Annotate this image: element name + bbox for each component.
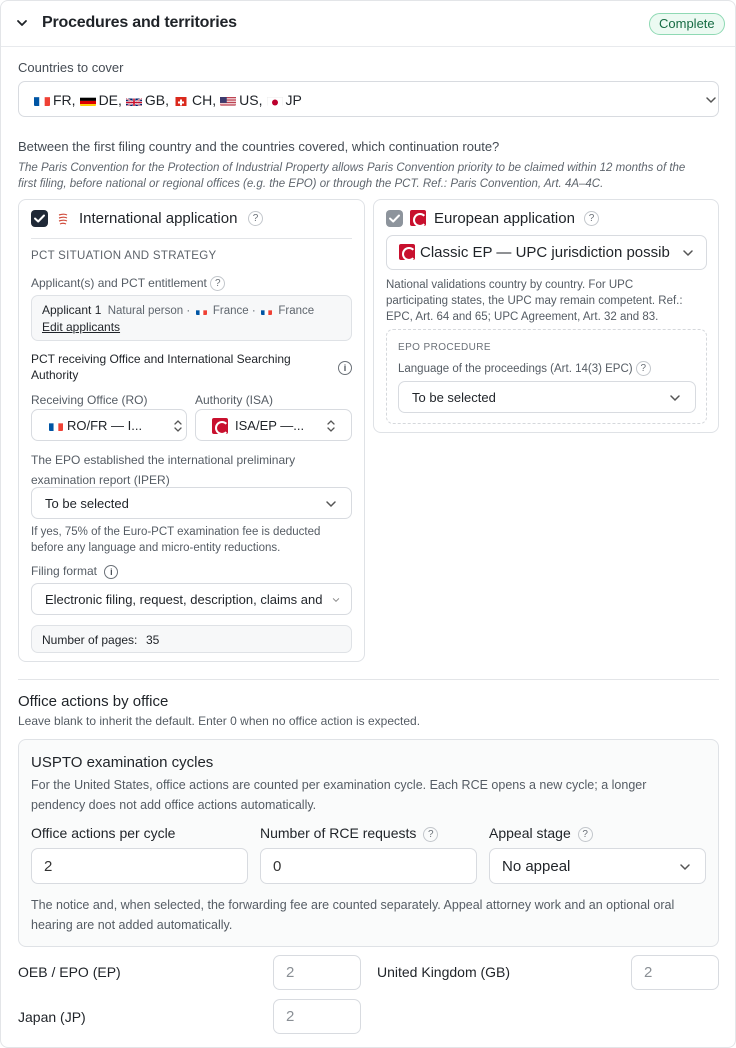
uspto-description [31,775,646,815]
pages-value: 35 [146,633,160,647]
countries-label: Countries to cover [18,60,124,75]
sort-arrows-icon [326,419,336,433]
appeal-label-text: Appeal stage [489,825,571,841]
chevron-down-icon [669,394,681,402]
receiving-office-value: RO/FR — I... [67,418,143,433]
route-note-line: The Paris Convention for the Protection of Industrial Property allows Paris Convention priority to be claimed within 12 months of the [18,162,686,174]
iper-label-line: The EPO established the international preliminary [31,453,296,467]
uspto-description-line: For the United States, office actions are counted per examination cycle. Each RCE opens a new cycle; a longer [31,778,647,792]
applicant-name: Applicant 1 [42,303,102,317]
european-route-note-line: EPC, Art. 64 and 65; UPC Agreement, Art. 32 and 83. [386,311,659,323]
flag-fr-icon [34,95,50,106]
help-icon[interactable]: ? [423,827,438,842]
flag-de-icon [80,95,96,106]
route-question: Between the first filing country and the countries covered, which continuation route? [18,139,500,154]
european-application-panel [373,199,719,433]
iper-note-line: before any language and micro-entity reductions. [31,542,281,554]
country-code: CH, [192,92,217,108]
help-icon[interactable]: ? [210,276,225,291]
isa-label: Authority (ISA) [195,393,274,407]
ep-office-actions-placeholder: 2 [286,964,295,981]
chevron-down-icon [332,597,340,603]
uspto-panel [18,739,719,947]
jp-office-actions-input[interactable] [273,999,361,1034]
epo-logo-icon [410,210,426,226]
ro-isa-heading-line: Authority [31,368,79,382]
oa-per-cycle-value: 2 [44,857,53,875]
epo-procedure-box [386,329,707,424]
receiving-office-select[interactable] [31,409,187,441]
ro-isa-heading-line: PCT receiving Office and International Searching [31,352,291,366]
gb-office-label: United Kingdom (GB) [377,964,511,980]
epo-procedure-heading: EPO PROCEDURE [398,342,491,353]
country-code: JP [285,92,302,108]
iper-label [31,450,295,490]
international-application-panel [18,199,365,662]
european-route-note-line: National validations country by country. For UPC [386,279,634,291]
international-application-checkbox[interactable] [31,210,48,227]
ep-office-label: OEB / EPO (EP) [18,964,121,980]
applicants-label [31,276,225,291]
jp-office-label: Japan (JP) [18,1009,86,1025]
international-application-title: International application [79,210,238,227]
jp-office-actions-placeholder: 2 [286,1008,295,1025]
iper-value: To be selected [45,496,129,511]
european-route-select[interactable] [386,235,707,270]
office-actions-subtitle: Leave blank to inherit the default. Enter 0 when no office action is expected. [18,714,421,728]
section-header[interactable] [1,1,735,47]
chevron-down-icon [325,500,337,508]
status-badge: Complete [649,13,725,35]
filing-format-value: Electronic filing, request, description, claims and [45,592,323,607]
european-application-title: European application [434,210,575,227]
help-icon[interactable]: ? [248,211,263,226]
pages-field[interactable] [31,625,352,653]
ep-office-actions-input[interactable] [273,955,361,990]
section-title: Procedures and territories [42,14,237,31]
chevron-down-icon [705,96,717,104]
european-application-checkbox[interactable] [386,210,403,227]
uspto-note-line: hearing are not added automatically. [31,918,233,932]
language-value: To be selected [412,390,496,405]
help-icon[interactable]: ? [578,827,593,842]
country-code: GB, [144,92,170,108]
country-code: US, [239,92,263,108]
flag-gb-icon [126,95,142,106]
language-label-text: Language of the proceedings (Art. 14(3) EPC) [398,363,633,375]
applicant-nationality: France [278,305,315,317]
sort-arrows-icon [173,419,183,433]
flag-jp-icon [267,95,283,106]
appeal-label [489,825,593,842]
gb-office-actions-input[interactable] [631,955,719,990]
rce-label-text: Number of RCE requests [260,825,417,841]
iper-label-line: examination report (IPER) [31,473,170,487]
isa-value: ISA/EP —... [235,418,305,433]
applicant-country: France · [212,305,256,317]
flag-fr-icon [196,307,207,315]
divider [18,679,719,680]
help-icon[interactable]: ? [584,211,599,226]
countries-select[interactable] [18,81,719,117]
iper-select[interactable] [31,487,352,519]
route-note-line: first filing, before national or regional offices (e.g. the EPO) or through the PCT. Ref.: Paris Convention, Art. 4A–4C. [18,178,604,190]
flag-ch-icon [173,95,189,106]
language-select[interactable] [398,381,696,413]
appeal-value: No appeal [502,858,571,875]
rce-input[interactable] [260,848,477,884]
flag-us-icon [220,95,236,106]
filing-format-label [31,564,118,579]
office-actions-title: Office actions by office [18,693,169,710]
oa-per-cycle-label: Office actions per cycle [31,825,176,841]
ro-label: Receiving Office (RO) [31,393,148,407]
isa-select[interactable] [195,409,352,441]
pct-section-heading: PCT SITUATION AND STRATEGY [31,250,217,262]
check-icon [386,210,403,227]
info-icon[interactable]: i [104,565,118,579]
flag-fr-icon [49,421,63,431]
gb-office-actions-placeholder: 2 [644,964,653,981]
uspto-note-line: The notice and, when selected, the forwarding fee are counted separately. Appeal attorney work and an optional oral [31,898,675,912]
oa-per-cycle-input[interactable] [31,848,248,884]
applicants-label-text: Applicant(s) and PCT entitlement [31,276,207,290]
iper-note [31,524,320,556]
european-route-note-line: participating states, the UPC may remain competent. Ref.: [386,295,683,307]
country-code: FR, [53,92,76,108]
check-icon [31,210,48,227]
iper-note-line: If yes, 75% of the Euro-PCT examination fee is deducted [31,526,321,538]
flag-fr-icon [261,307,272,315]
appeal-select[interactable] [489,848,706,884]
chevron-down-icon [679,863,691,871]
route-note [18,160,723,192]
epo-logo-icon [399,244,415,260]
divider [31,238,352,239]
country-code: DE, [98,92,122,108]
uspto-description-line: pendency does not add office actions automatically. [31,798,317,812]
language-label [398,361,651,376]
applicant-card [31,295,352,341]
european-route-note [386,277,683,325]
rce-label [260,825,438,842]
uspto-title: USPTO examination cycles [31,754,214,771]
chevron-down-icon[interactable] [15,16,29,30]
ro-isa-heading [31,351,291,383]
uspto-note [31,895,674,935]
filing-format-select[interactable] [31,583,352,615]
european-route-value: Classic EP — UPC jurisdiction possib [420,244,670,261]
chevron-down-icon [682,249,694,257]
help-icon[interactable]: ? [636,361,651,376]
rce-value: 0 [273,857,282,875]
countries-selected-list [34,92,306,108]
pages-label: Number of pages: [42,633,138,647]
wipo-logo-icon [57,212,69,226]
info-icon[interactable]: i [338,361,352,375]
filing-format-label-text: Filing format [31,564,98,578]
epo-logo-icon [212,418,228,434]
applicant-type: Natural person · [107,305,191,317]
edit-applicants-link[interactable]: Edit applicants [42,320,121,334]
